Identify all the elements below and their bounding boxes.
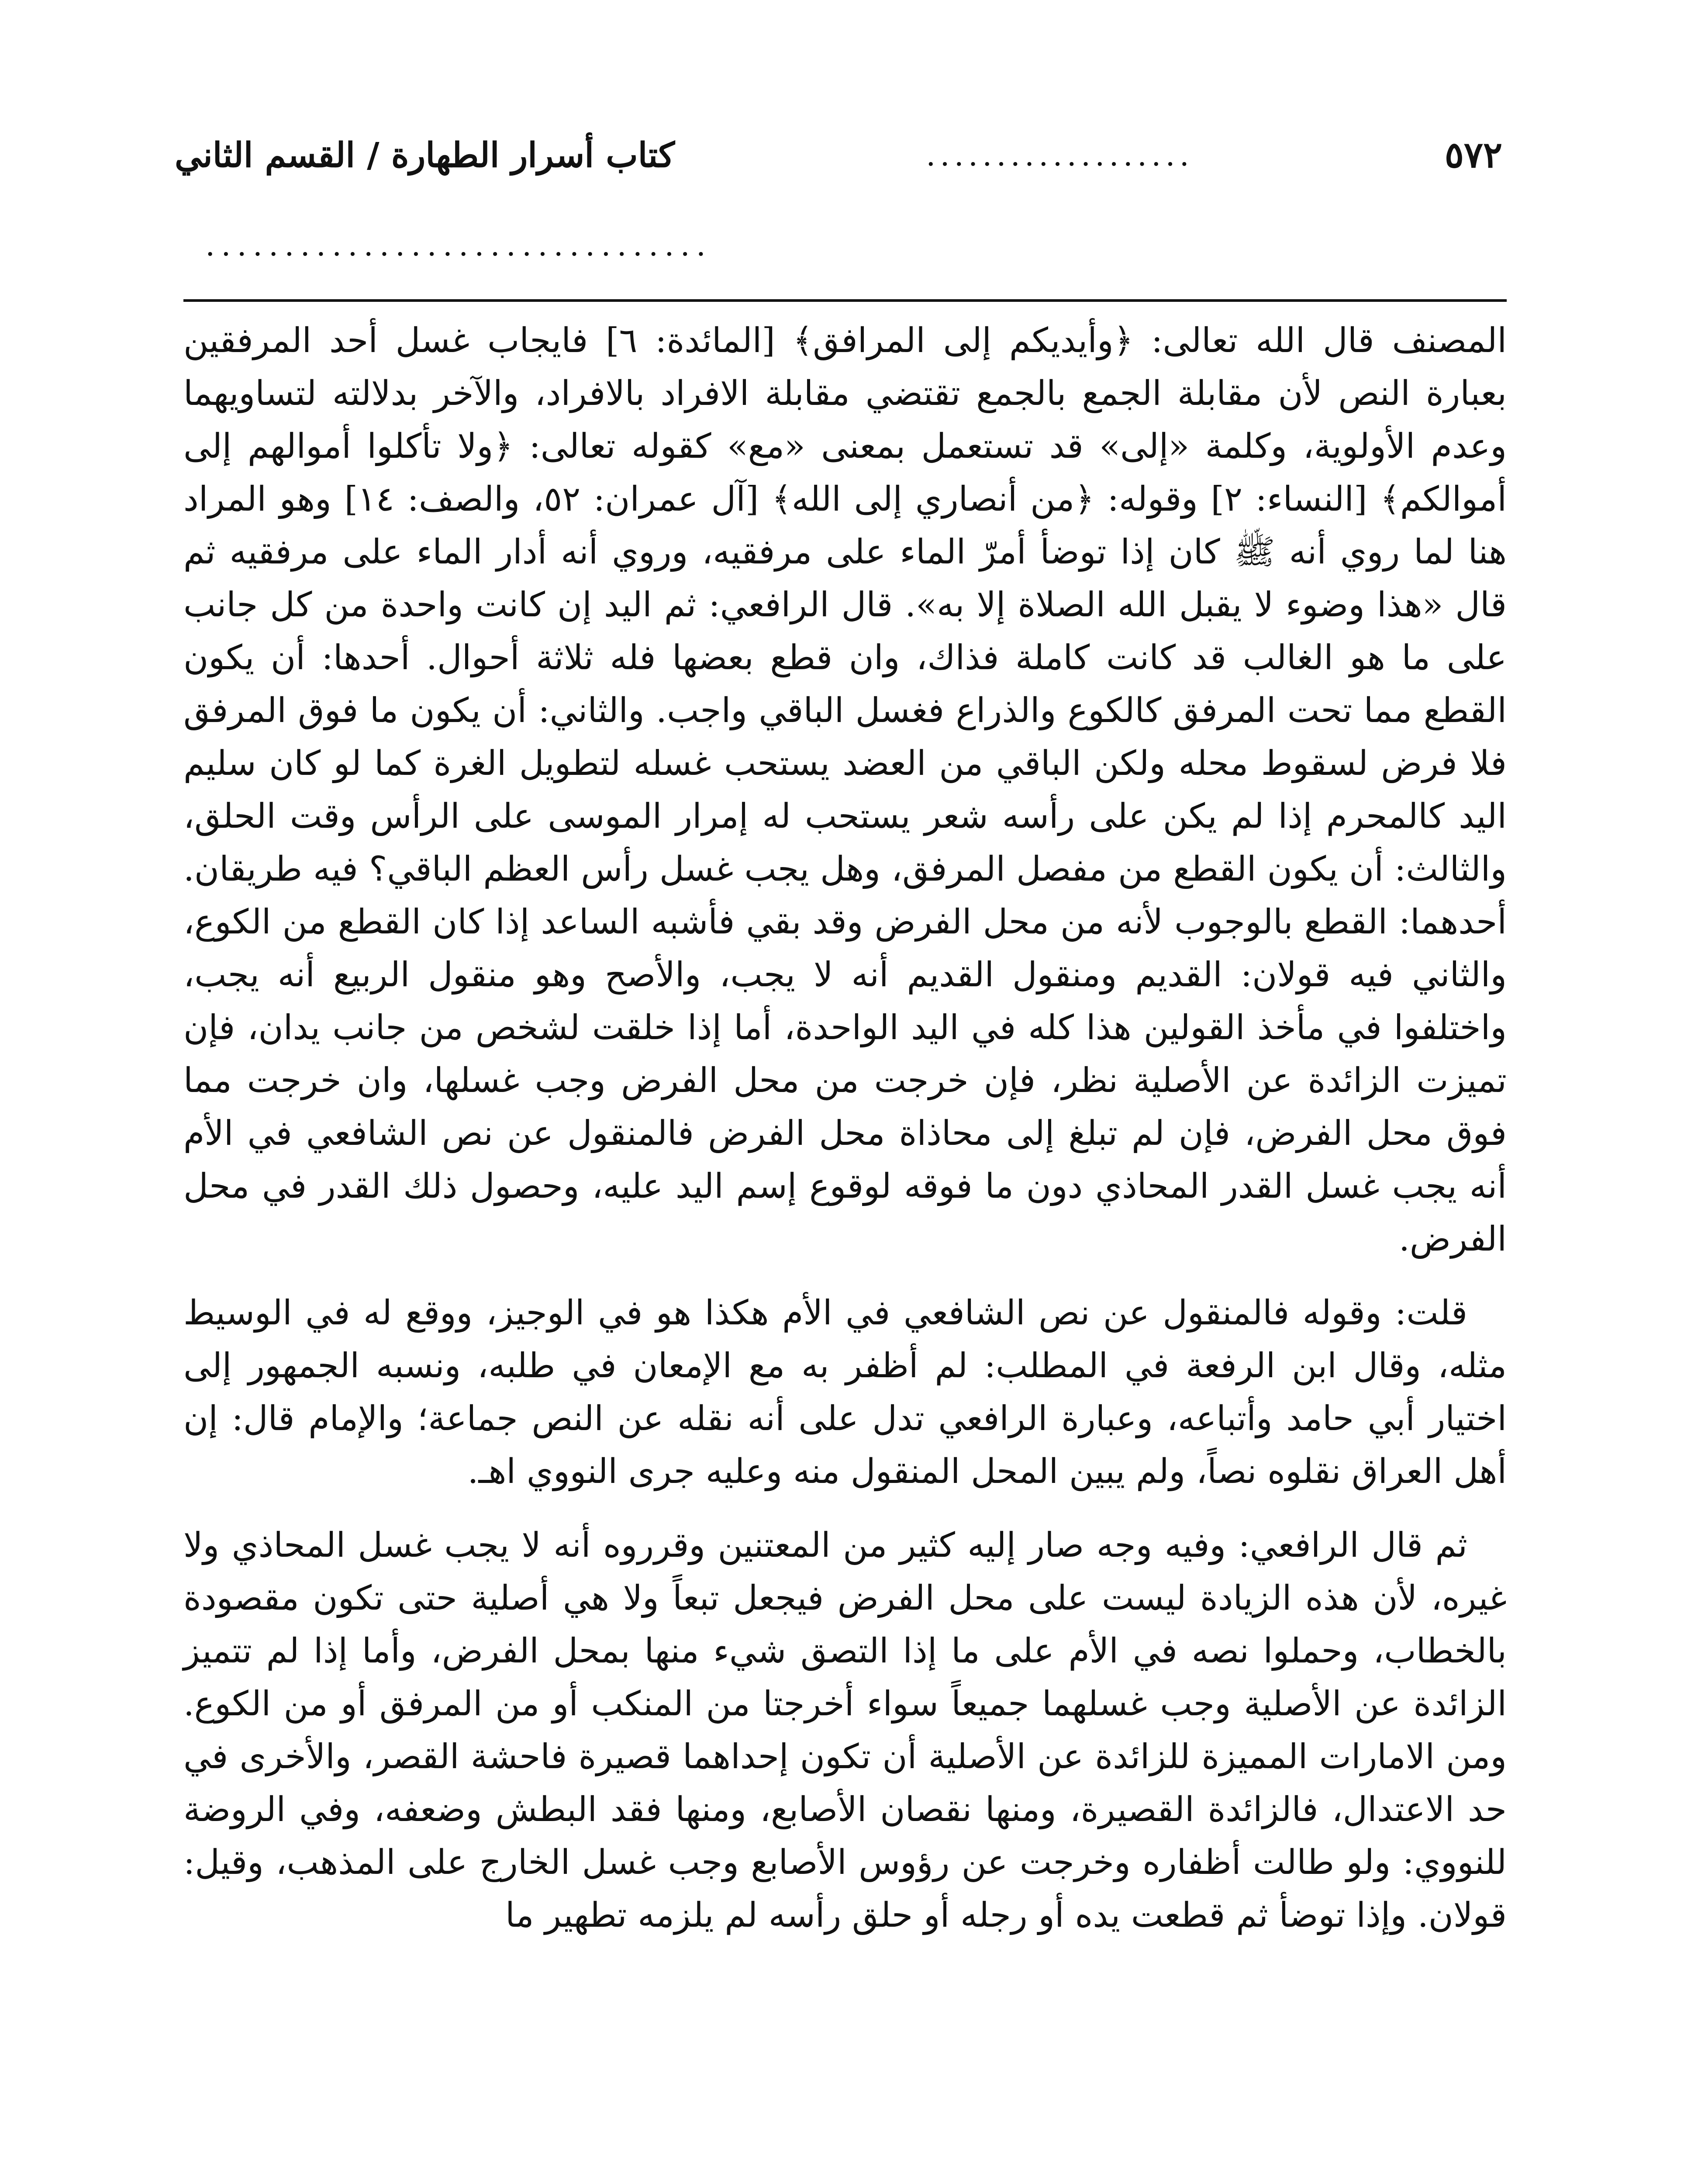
paragraph: قلت: وقوله فالمنقول عن نص الشافعي في الأم هكذا هو في الوجيز، ووقع له في الوسيط مثله، وقال ابن الرفعة في المطلب: لم أظفر به مع الإمعان في طلبه، ونسبه الجمهور إلى اختيار أبي حامد وأتباعه، وعبارة الرافعي تدل على أنه نقله عن النص جماعة؛ والإمام قال: إن أهل العراق نقلوه نصاً، ولم يبين المحل المنقول منه وعليه جرى النووي اهـ. — [183, 1293, 1507, 1491]
running-title: كتاب أسرار الطهارة / القسم الثاني — [175, 135, 675, 175]
header-rule — [183, 299, 1507, 302]
paragraph: المصنف قال الله تعالى: ﴿وأيديكم إلى المرافق﴾ [المائدة: ٦] فايجاب غسل أحد المرفقين بعبارة النص لأن مقابلة الجمع بالجمع تقتضي مقابلة الافراد بالافراد، والآخر بدلالته لتساويهما وعدم الأولوية، وكلمة «إلى» قد تستعمل بمعنى «مع» كقوله تعالى: ﴿ولا تأكلوا أموالهم إلى أموالكم﴾ [النساء: ٢] وقوله: ﴿من أنصاري إلى الله﴾ [آل عمران: ٥٢، والصف: ١٤] وهو المراد هنا لما روي أنه ﷺ كان إذا توضأ أمرّ الماء على مرفقيه، وروي أنه أدار الماء على مرفقيه ثم قال «هذا وضوء لا يقبل الله الصلاة إلا به». قال الرافعي: ثم اليد إن كانت واحدة من كل جانب على ما هو الغالب قد كانت كاملة فذاك، وان قطع بعضها فله ثلاثة أحوال. أحدها: أن يكون القطع مما تحت المرفق كالكوع والذراع فغسل الباقي واجب. والثاني: أن يكون ما فوق المرفق فلا فرض لسقوط محله ولكن الباقي من العضد يستحب غسله لتطويل الغرة كما لو كان سليم اليد كالمحرم إذا لم يكن على رأسه شعر يستحب له إمرار الموسى على الرأس وقت الحلق، والثالث: أن يكون القطع من مفصل المرفق، وهل يجب غسل رأس العظم الباقي؟ فيه طريقان. أحدهما: القطع بالوجوب لأنه من محل الفرض وقد بقي فأشبه الساعد إذا كان القطع من الكوع، والثاني فيه قولان: القديم ومنقول القديم أنه لا يجب، والأصح وهو منقول الربيع أنه يجب، واختلفوا في مأخذ القولين هذا كله في اليد الواحدة، أما إذا خلقت لشخص من جانب يدان، فإن تميزت الزائدة عن الأصلية نظر، فإن خرجت من محل الفرض وجب غسلها، وان خرجت مما فوق محل الفرض، فإن لم تبلغ إلى محاذاة محل الفرض فالمنقول عن نص الشافعي في الأم أنه يجب غسل القدر المحاذي دون ما فوقه لوقوع إسم اليد عليه، وحصول ذلك القدر في محل الفرض. — [183, 321, 1507, 1259]
header-dot-leader: ................... — [926, 137, 1194, 173]
page-header — [175, 122, 1502, 188]
paragraph: ثم قال الرافعي: وفيه وجه صار إليه كثير من المعتنين وقرروه أنه لا يجب غسل المحاذي ولا غيره، لأن هذه الزيادة ليست على محل الفرض فيجعل تبعاً ولا هي أصلية حتى تكون مقصودة بالخطاب، وحملوا نصه في الأم على ما إذا التصق شيء منها بمحل الفرض، وأما إذا لم تتميز الزائدة عن الأصلية وجب غسلهما جميعاً سواء أخرجتا من المنكب أو من المرفق أو من الكوع. ومن الامارات المميزة للزائدة عن الأصلية أن تكون إحداهما قصيرة فاحشة القصر، والأخرى في حد الاعتدال، فالزائدة القصيرة، ومنها نقصان الأصابع، ومنها فقد البطش وضعفه، وفي الروضة للنووي: ولو طالت أظفاره وخرجت عن رؤوس الأصابع وجب غسل الخارج على المذهب، وقيل: قولان. وإذا توضأ ثم قطعت يده أو رجله أو حلق رأسه لم يلزمه تطهير ما — [183, 1526, 1507, 1935]
main-text — [183, 314, 1507, 2184]
subheader-dot-leader: ................................ — [205, 227, 712, 263]
page-number: ٥٧٢ — [1444, 134, 1502, 176]
